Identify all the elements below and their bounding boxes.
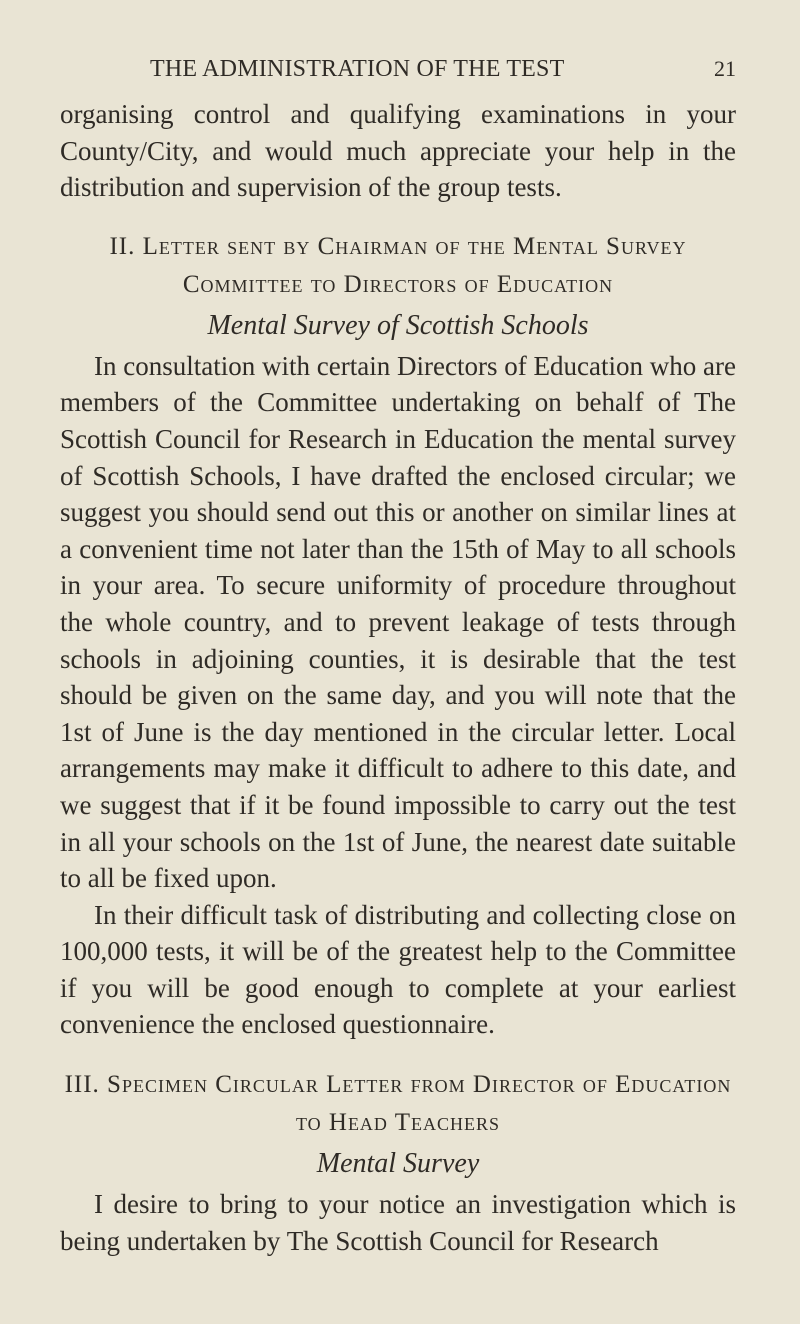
section-ii-subheading: Mental Survey of Scottish Schools: [207, 309, 589, 341]
section-iii-subheading: Mental Survey: [316, 1148, 480, 1180]
section-iii-heading: III. Specimen Circular Letter from Director of Education to Head Teachers: [64, 1071, 732, 1137]
section-ii-paragraph-1: In consultation with certain Directors of Education who are members of the Committee undertaking on behalf of The Scottish Council for Research in Education the mental survey of Scottish Schools, I have drafted the enclosed circular; we suggest you should send out this or another on similar lines at a convenient time not later than the 15th of May to all schools in your area. To secure uniformity of procedure throughout the whole country, and to prevent leakage of tests through schools in adjoining counties, it is desirable that the test should be given on the same day, and you will note that the 1st of June is the day mentioned in the circular letter. Local arrangements may make it difficult to adhere to this date, and we suggest that if it be found impossible to carry out the test in all your schools on the 1st of June, the nearest date suitable to all be fixed upon.: [60, 350, 736, 894]
page-content: [60, 96, 736, 1259]
intro-paragraph: organising control and qualifying examinations in your County/City, and would much appreciate your help in the distribution and supervision of the group tests.: [60, 99, 736, 203]
section-ii: [60, 228, 736, 1043]
running-title: THE ADMINISTRATION OF THE TEST: [150, 56, 565, 82]
section-spacer: [60, 1043, 736, 1066]
section-iii-paragraph-1: I desire to bring to your notice an investigation which is being undertaken by The Scottish Council for Research: [60, 1189, 736, 1256]
section-ii-paragraph-2: In their difficult task of distributing and collecting close on 100,000 tests, it will be of the greatest help to the Committee if you will be good enough to complete at your earliest convenience the enclosed questionnaire.: [60, 899, 736, 1040]
page-number: 21: [714, 56, 736, 81]
section-ii-heading: II. Letter sent by Chairman of the Mental Survey Committee to Directors of Education: [109, 232, 687, 298]
section-iii: [60, 1066, 736, 1259]
running-head: [60, 56, 736, 86]
